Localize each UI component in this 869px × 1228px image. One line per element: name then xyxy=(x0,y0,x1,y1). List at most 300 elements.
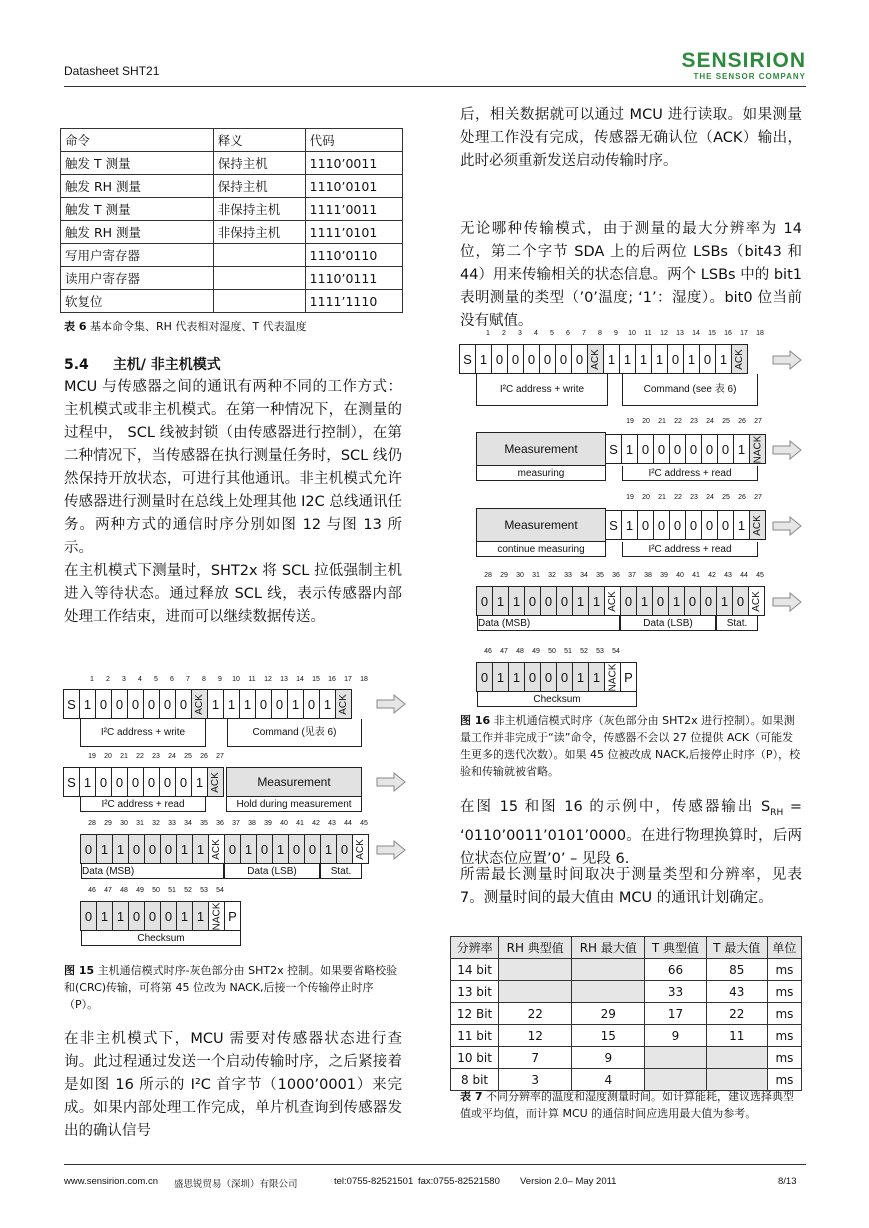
bit-cells xyxy=(460,344,748,374)
bit-cell: 1 xyxy=(733,434,750,464)
continue-arrow-icon xyxy=(772,516,802,536)
bit-cell: 0 xyxy=(652,586,669,616)
bit-number: 35 xyxy=(596,572,604,579)
bit-number: 38 xyxy=(644,572,652,579)
bit-cell: 1 xyxy=(668,586,685,616)
bit-cell: 1 xyxy=(191,767,208,797)
addr-write-label: I²C address + write xyxy=(476,374,608,406)
bit-cell: 1 xyxy=(112,901,129,931)
bit-cell: 1 xyxy=(572,662,589,692)
bit-number: 20 xyxy=(104,753,112,760)
bit-number: 21 xyxy=(658,494,666,501)
bit-number: 40 xyxy=(676,572,684,579)
bit-number: 53 xyxy=(200,887,208,894)
bit-cells xyxy=(64,689,352,719)
bit-cell: 1 xyxy=(112,834,129,864)
bit-cell: 0 xyxy=(717,434,734,464)
bit-number: 21 xyxy=(120,753,128,760)
bit-number: 9 xyxy=(614,330,618,337)
bit-number: 27 xyxy=(754,494,762,501)
right-para-2: 无论哪种传输模式，由于测量的最大分辨率为 14 位，第二个字节 SDA 上的后两位 LSBs（bit43 和 44）用来传输相关的状态信息。两个 LSBs 中的 bit1 表明测量的类型（’0’温度; ‘1’：湿度）。bit0 位当前没有赋值。 xyxy=(460,221,802,329)
table-cell: 保持主机 xyxy=(213,175,305,198)
bit-cell: 0 xyxy=(175,689,192,719)
table-cell: 触发 T 测量 xyxy=(61,152,214,175)
bit-numbers xyxy=(84,820,372,827)
table-row xyxy=(61,244,403,267)
bit-number: 13 xyxy=(676,330,684,337)
bit-number: 4 xyxy=(138,676,142,683)
bit-cell: 1 xyxy=(588,662,605,692)
command-label: Command (see 表 6) xyxy=(622,374,758,406)
bit-number: 36 xyxy=(612,572,620,579)
bit-number: 23 xyxy=(690,418,698,425)
bit-number: 27 xyxy=(754,418,762,425)
bit-cell: 1 xyxy=(79,689,96,719)
bit-number: 31 xyxy=(136,820,144,827)
bit-number: 14 xyxy=(296,676,304,683)
bit-number: 29 xyxy=(500,572,508,579)
bit-cell xyxy=(731,344,748,374)
bit-cell: 1 xyxy=(508,586,525,616)
bit-cell: 0 xyxy=(288,834,305,864)
bit-cell: 0 xyxy=(476,662,493,692)
bit-cell: 0 xyxy=(685,510,702,540)
bit-cell: 0 xyxy=(271,689,288,719)
command-label: Command (见表 6) xyxy=(227,719,362,747)
bit-number: 49 xyxy=(532,648,540,655)
bit-number: 47 xyxy=(104,887,112,894)
data-msb-label: Data (MSB) xyxy=(81,864,224,879)
table-cell: 读用户寄存器 xyxy=(61,267,214,290)
table-cell: 12 xyxy=(499,1025,572,1047)
resolution-table xyxy=(450,936,802,1091)
bit-numbers xyxy=(84,753,228,760)
table-cell: 22 xyxy=(499,1003,572,1025)
bit-cell: 0 xyxy=(571,344,588,374)
table-header-cell: 代码 xyxy=(305,129,402,152)
bit-cell: P xyxy=(224,901,241,931)
bit-number: 44 xyxy=(740,572,748,579)
stat-label: Stat. xyxy=(716,616,758,631)
table-cell: 11 xyxy=(706,1025,767,1047)
continue-arrow-icon xyxy=(772,440,802,460)
continue-arrow-icon xyxy=(376,772,406,792)
bit-cell: 0 xyxy=(684,586,701,616)
bit-cell: 1 xyxy=(192,834,209,864)
ack-label: ACK xyxy=(751,590,762,612)
bit-cell xyxy=(604,662,621,692)
table-header-cell: RH 典型值 xyxy=(499,937,572,959)
bit-cell: S xyxy=(605,434,622,464)
bit-number: 41 xyxy=(692,572,700,579)
bit-cell xyxy=(207,767,224,797)
right-para-3: 在图 15 和图 16 的示例中，传感器输出 $S_{RH}$ = ‘0110’0011’0101’0000。在进行物理换算时，后两位状态位应置’0’ – 见段 6. xyxy=(460,799,802,867)
bit-cell: 1 xyxy=(635,344,652,374)
bit-cell: 0 xyxy=(111,689,128,719)
bit-cell: 1 xyxy=(240,834,257,864)
bit-cell: 0 xyxy=(175,767,192,797)
addr-write-label: I²C address + write xyxy=(80,719,206,747)
bit-number: 51 xyxy=(168,887,176,894)
bit-number: 7 xyxy=(582,330,586,337)
table-header-cell: RH 最大值 xyxy=(572,937,645,959)
bit-cell: 0 xyxy=(717,510,734,540)
bit-cell: 1 xyxy=(651,344,668,374)
measurement-box: Measurement xyxy=(476,432,606,466)
table-cell: 17 xyxy=(645,1003,706,1025)
bit-number: 15 xyxy=(708,330,716,337)
bit-number: 37 xyxy=(232,820,240,827)
ack-label: NACK xyxy=(211,902,223,930)
table-row xyxy=(451,959,802,981)
table-row xyxy=(451,1003,802,1025)
bit-cell: 0 xyxy=(667,344,684,374)
data-lsb-label: Data (LSB) xyxy=(224,864,320,879)
table-header-row xyxy=(451,937,802,959)
bit-cell: 0 xyxy=(80,834,97,864)
bit-number: 51 xyxy=(564,648,572,655)
bit-number: 20 xyxy=(642,494,650,501)
table-cell: 8 bit xyxy=(451,1069,499,1091)
bit-number: 10 xyxy=(232,676,240,683)
table-cell: 12 Bit xyxy=(451,1003,499,1025)
bit-cell: 1 xyxy=(79,767,96,797)
bit-number: 45 xyxy=(360,820,368,827)
bit-cell: 0 xyxy=(637,510,654,540)
bit-number: 52 xyxy=(580,648,588,655)
bit-number: 50 xyxy=(548,648,556,655)
table-cell xyxy=(706,1047,767,1069)
bit-cell: 0 xyxy=(701,510,718,540)
table-cell xyxy=(213,267,305,290)
bit-cell xyxy=(191,689,208,719)
bit-number: 26 xyxy=(738,494,746,501)
bit-cell: 0 xyxy=(653,434,670,464)
bit-cell xyxy=(208,901,225,931)
bit-number: 50 xyxy=(152,887,160,894)
fig16-caption: 图 16 非主机通信模式时序（灰色部分由 SHT2x 进行控制）。如果测量工作并非完成于“读”命令，传感器不会以 27 位提供 ACK（可能发生更多的迭代次数）。如果 45 位被改成 NACK,后接停止时序（P），校验和传输就被省略。 xyxy=(460,714,801,778)
checksum-label: Checksum xyxy=(81,931,241,946)
bit-number: 33 xyxy=(168,820,176,827)
data-msb-label: Data (MSB) xyxy=(477,616,620,631)
table-cell: ms xyxy=(767,1025,801,1047)
bit-number: 45 xyxy=(756,572,764,579)
bit-cell: 1 xyxy=(492,662,509,692)
bit-number: 26 xyxy=(200,753,208,760)
bit-cell: 1 xyxy=(176,834,193,864)
ack-label: NACK xyxy=(752,435,764,463)
command-table xyxy=(60,128,403,313)
bit-number: 6 xyxy=(566,330,570,337)
bit-number: 52 xyxy=(184,887,192,894)
bit-number: 22 xyxy=(674,418,682,425)
continue-arrow-icon xyxy=(376,840,406,860)
table-header-cell: 命令 xyxy=(61,129,214,152)
bit-cells xyxy=(606,434,766,464)
table-cell: ms xyxy=(767,959,801,981)
table6-caption: 表 6 基本命令集、RH 代表相对湿度、T 代表温度 xyxy=(64,320,307,333)
bit-cell: 0 xyxy=(160,901,177,931)
bit-cell: 1 xyxy=(603,344,620,374)
footer-fax: fax:0755-82521580 xyxy=(418,1176,500,1187)
footer-site: www.sensirion.com.cn xyxy=(64,1176,158,1187)
bit-number: 38 xyxy=(248,820,256,827)
figure-15-timing xyxy=(64,676,414,958)
bit-number: 5 xyxy=(154,676,158,683)
bit-number: 54 xyxy=(612,648,620,655)
bit-number: 29 xyxy=(104,820,112,827)
bit-number: 39 xyxy=(660,572,668,579)
bit-cell: S xyxy=(459,344,476,374)
bit-number: 32 xyxy=(548,572,556,579)
bit-cell xyxy=(748,586,765,616)
bit-cell: 0 xyxy=(637,434,654,464)
table-cell: 29 xyxy=(572,1003,645,1025)
ack-label: ACK xyxy=(752,514,763,536)
bit-cell: 0 xyxy=(304,834,321,864)
bit-cell: S xyxy=(63,767,80,797)
bit-cell xyxy=(749,510,766,540)
bit-cell: 0 xyxy=(620,586,637,616)
bit-cell: 1 xyxy=(287,689,304,719)
table-cell xyxy=(572,959,645,981)
data-lsb-label: Data (LSB) xyxy=(620,616,716,631)
bit-cell: 1 xyxy=(683,344,700,374)
fig15-caption: 图 15 主机通信模式时序-灰色部分由 SHT2x 控制。如果要省略校验和(CRC)传输，可将第 45 位改为 NACK,后接一个传输停止时序（P）。 xyxy=(64,964,398,1011)
bit-number: 8 xyxy=(202,676,206,683)
bit-number: 40 xyxy=(280,820,288,827)
ack-label: ACK xyxy=(607,590,618,612)
bit-number: 24 xyxy=(168,753,176,760)
bit-number: 23 xyxy=(152,753,160,760)
table-cell xyxy=(572,981,645,1003)
hold-label: Hold during measurement xyxy=(226,797,362,812)
left-para-3: 在非主机模式下，MCU 需要对传感器状态进行查询。此过程通过发送一个启动传输时序，之后紧接着是如图 16 所示的 I²C 首字节（1000’0001）来完成。如果内部处理工作完成，单片机查询到传感器发出的确认信号 xyxy=(64,1031,402,1139)
table-cell: 非保持主机 xyxy=(213,198,305,221)
bit-cell: 0 xyxy=(144,901,161,931)
bit-number: 30 xyxy=(516,572,524,579)
right-para-4: 所需最长测量时间取决于测量类型和分辨率，见表 7。测量时间的最大值由 MCU 的通讯计划确定。 xyxy=(460,867,802,906)
bit-number: 30 xyxy=(120,820,128,827)
bit-number: 48 xyxy=(516,648,524,655)
bit-number: 34 xyxy=(184,820,192,827)
bit-cell: 1 xyxy=(192,901,209,931)
table-cell: ms xyxy=(767,1047,801,1069)
table-cell: 软复位 xyxy=(61,290,214,313)
table-cell: ms xyxy=(767,1069,801,1091)
bit-number: 28 xyxy=(88,820,96,827)
table-cell xyxy=(499,981,572,1003)
ack-label: ACK xyxy=(355,838,366,860)
table-cell: 43 xyxy=(706,981,767,1003)
bit-number: 22 xyxy=(136,753,144,760)
bit-numbers xyxy=(84,676,372,683)
bit-number: 46 xyxy=(484,648,492,655)
measuring-label: measuring xyxy=(476,466,606,481)
bit-cell: 0 xyxy=(524,662,541,692)
table-cell: ms xyxy=(767,1003,801,1025)
table-row xyxy=(61,221,403,244)
bit-number: 18 xyxy=(360,676,368,683)
table-cell: 10 bit xyxy=(451,1047,499,1069)
bit-number: 7 xyxy=(186,676,190,683)
bit-number: 18 xyxy=(756,330,764,337)
bit-cell: 0 xyxy=(700,586,717,616)
bit-cell: 1 xyxy=(619,344,636,374)
bit-cell: 0 xyxy=(524,586,541,616)
bit-cell: 0 xyxy=(128,901,145,931)
bit-number: 19 xyxy=(626,494,634,501)
bit-cell: 0 xyxy=(653,510,670,540)
table-cell xyxy=(499,959,572,981)
bit-number: 32 xyxy=(152,820,160,827)
bit-number: 36 xyxy=(216,820,224,827)
table-cell: 保持主机 xyxy=(213,152,305,175)
bit-number: 41 xyxy=(296,820,304,827)
bit-cell xyxy=(749,434,766,464)
table-header-cell: T 最大值 xyxy=(706,937,767,959)
measurement-box: Measurement xyxy=(226,767,362,797)
bit-number: 1 xyxy=(90,676,94,683)
bit-number: 43 xyxy=(724,572,732,579)
bit-number: 22 xyxy=(674,494,682,501)
bit-number: 17 xyxy=(740,330,748,337)
table-row xyxy=(61,175,403,198)
table-row xyxy=(61,152,403,175)
bit-cell: 1 xyxy=(621,434,638,464)
table-cell: 9 xyxy=(645,1025,706,1047)
bit-cell: 1 xyxy=(96,901,113,931)
table-cell: 触发 T 测量 xyxy=(61,198,214,221)
right-para-1: 后，相关数据就可以通过 MCU 进行读取。如果测量处理工作没有完成，传感器无确认位（ACK）输出，此时必须重新发送启动传输时序。 xyxy=(460,107,802,169)
footer-company: 盛思锐贸易（深圳）有限公司 xyxy=(174,1179,298,1190)
bit-cell: 1 xyxy=(715,344,732,374)
bit-cell: 1 xyxy=(272,834,289,864)
bit-cell: 1 xyxy=(320,834,337,864)
bit-number: 37 xyxy=(628,572,636,579)
table-cell: 11 bit xyxy=(451,1025,499,1047)
bit-number: 16 xyxy=(328,676,336,683)
left-para-1: MCU 与传感器之间的通讯有两种不同的工作方式：主机模式或非主机模式。在第一种情况下，在测量的过程中， SCL 线被封锁（由传感器进行控制），在第二种情况下，当传感器在执行测量任务时，SCL 线仍然保持开放状态，可进行其他通讯。非主机模式允许传感器进行测量时在总线上处理其他 I2C 总线通讯任务。两种方式的通信时序分别如图 12 与图 13 所示。 在主机模式下测量时，SHT2x 将 SCL 拉低强制主机进入等待状态。通过释放 SCL 线，表示传感器内部处理工作结束，进而可以继续数据传送。 xyxy=(64,379,402,625)
table-cell: 1111’0101 xyxy=(305,221,402,244)
bit-cell: 1 xyxy=(621,510,638,540)
table-row xyxy=(451,981,802,1003)
bit-cell: 0 xyxy=(159,689,176,719)
bit-cell: 0 xyxy=(128,834,145,864)
bit-cell: 0 xyxy=(160,834,177,864)
table-cell: ms xyxy=(767,981,801,1003)
bit-cell: 0 xyxy=(127,689,144,719)
bit-number: 53 xyxy=(596,648,604,655)
table-cell: 22 xyxy=(706,1003,767,1025)
bit-number: 54 xyxy=(216,887,224,894)
bit-number: 34 xyxy=(580,572,588,579)
table-row xyxy=(451,1025,802,1047)
bit-numbers xyxy=(480,330,768,337)
checksum-label: Checksum xyxy=(477,692,637,707)
bit-number: 12 xyxy=(264,676,272,683)
bit-number: 25 xyxy=(184,753,192,760)
bit-number: 27 xyxy=(216,753,224,760)
bit-cell: 0 xyxy=(255,689,272,719)
bit-cell: 0 xyxy=(523,344,540,374)
bit-cell: 0 xyxy=(80,901,97,931)
table-row xyxy=(61,198,403,221)
continue-arrow-icon xyxy=(376,694,406,714)
bit-cell: 1 xyxy=(239,689,256,719)
bit-cell: P xyxy=(620,662,637,692)
table-cell: 1110’0011 xyxy=(305,152,402,175)
footer-tel: tel:0755-82521501 xyxy=(334,1176,414,1187)
table-cell: 4 xyxy=(572,1069,645,1091)
table-header-cell: 单位 xyxy=(767,937,801,959)
bit-cell: 1 xyxy=(223,689,240,719)
bit-cell: 1 xyxy=(475,344,492,374)
bit-number: 6 xyxy=(170,676,174,683)
bit-cell: 0 xyxy=(95,689,112,719)
bit-cell: 0 xyxy=(491,344,508,374)
bit-cell xyxy=(604,586,621,616)
table-cell: 1110’0111 xyxy=(305,267,402,290)
bit-number: 17 xyxy=(344,676,352,683)
bit-number: 11 xyxy=(644,330,652,337)
bit-cell: 0 xyxy=(556,662,573,692)
bit-number: 14 xyxy=(692,330,700,337)
bit-cell: 0 xyxy=(555,344,572,374)
bit-number: 13 xyxy=(280,676,288,683)
bit-numbers xyxy=(480,572,768,579)
bit-number: 19 xyxy=(626,418,634,425)
table-cell: 33 xyxy=(645,981,706,1003)
table-cell: 13 bit xyxy=(451,981,499,1003)
bit-number: 23 xyxy=(690,494,698,501)
table7-caption: 表 7 不同分辨率的温度和湿度测量时间。如计算能耗，建议选择典型值或平均值，而计算 MCU 的通信时间应选用最大值为参考。 xyxy=(460,1090,794,1120)
bit-cell: 1 xyxy=(207,689,224,719)
table-cell xyxy=(645,1047,706,1069)
bit-cell: 0 xyxy=(111,767,128,797)
continue-measuring-label: continue measuring xyxy=(476,542,606,557)
ack-label: ACK xyxy=(590,348,601,370)
bit-number: 33 xyxy=(564,572,572,579)
bit-cell: 1 xyxy=(733,510,750,540)
table-header-row xyxy=(61,129,403,152)
footer-version: Version 2.0– May 2011 xyxy=(520,1176,617,1187)
table-cell xyxy=(213,290,305,313)
bit-cell: 0 xyxy=(127,767,144,797)
table-cell: 触发 RH 测量 xyxy=(61,221,214,244)
bit-number: 35 xyxy=(200,820,208,827)
bit-number: 47 xyxy=(500,648,508,655)
bit-cell: 0 xyxy=(685,434,702,464)
table-cell: 7 xyxy=(499,1047,572,1069)
table-cell: 1110’0101 xyxy=(305,175,402,198)
table-cell: 9 xyxy=(572,1047,645,1069)
bit-number: 42 xyxy=(312,820,320,827)
table-cell: 3 xyxy=(499,1069,572,1091)
bit-cell: 0 xyxy=(143,689,160,719)
table-cell: 1110’0110 xyxy=(305,244,402,267)
bit-cell: 1 xyxy=(492,586,509,616)
bit-cell: 1 xyxy=(176,901,193,931)
table-header-cell: 释义 xyxy=(213,129,305,152)
bit-cell: 0 xyxy=(224,834,241,864)
bit-number: 49 xyxy=(136,887,144,894)
ack-label: ACK xyxy=(734,348,745,370)
header-rule xyxy=(64,86,806,87)
bit-number: 1 xyxy=(486,330,490,337)
bit-numbers xyxy=(622,418,766,425)
bit-number: 8 xyxy=(598,330,602,337)
